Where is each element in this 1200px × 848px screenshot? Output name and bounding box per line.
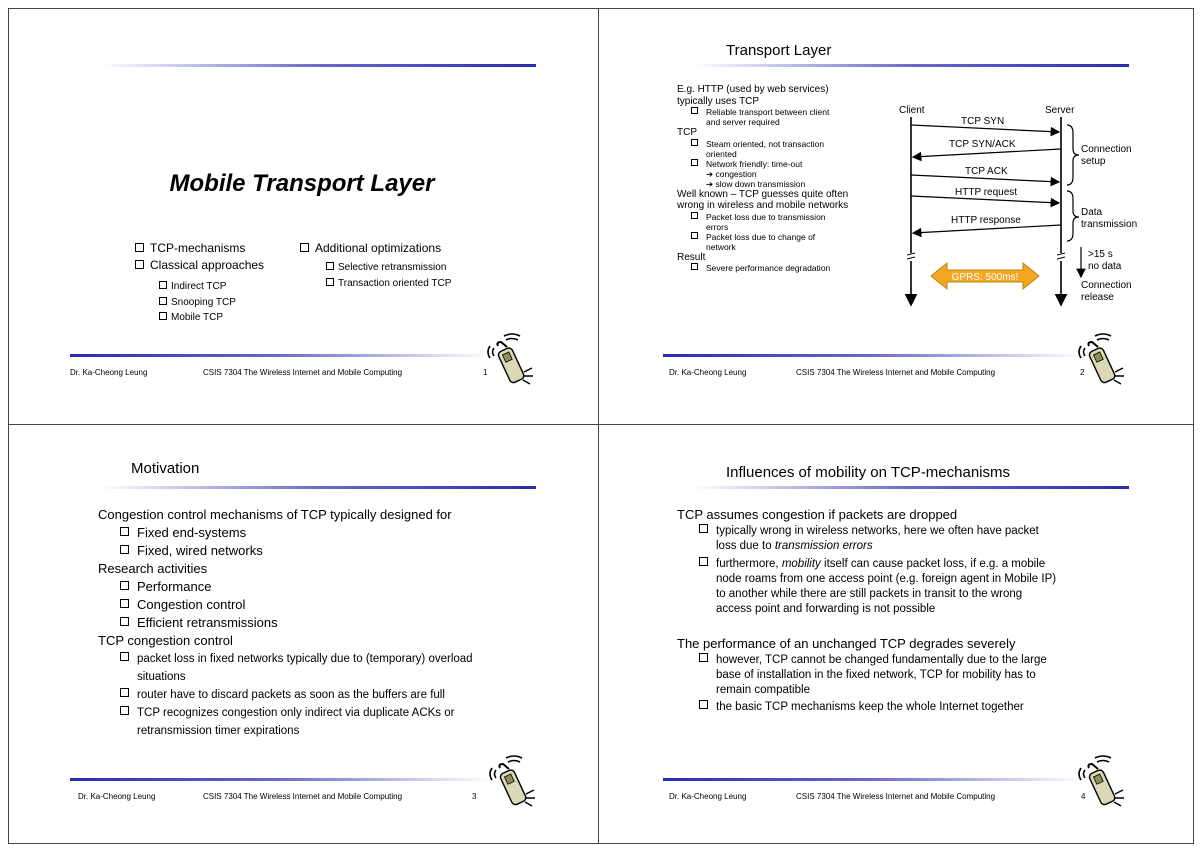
text-line: TCP congestion control: [98, 633, 233, 648]
setup-brace: [1067, 125, 1079, 185]
page-number: 1: [483, 368, 488, 377]
client-label: Client: [899, 105, 925, 116]
list-item: Network friendly: time-out: [677, 159, 917, 169]
vertical-divider: [598, 8, 599, 844]
text-line: loss due to transmission errors: [716, 540, 873, 552]
list-item: Transaction oriented TCP: [326, 276, 451, 292]
slide-3-bottom-rule: [70, 778, 490, 781]
slide-3-top-rule: [100, 486, 536, 489]
mobile-phone-icon: [1075, 332, 1127, 390]
slide-4: [605, 428, 1185, 838]
text-line: The performance of an unchanged TCP degrades severely: [677, 636, 1016, 651]
slide-1-left-list: [135, 240, 264, 274]
text-line: E.g. HTTP (used by web services): [677, 84, 829, 95]
mobile-phone-icon: [1075, 754, 1127, 812]
text-line: ➔ congestion: [706, 168, 757, 179]
slide-1-bottom-rule: [70, 354, 490, 357]
gprs-label: GPRS: 500ms!: [951, 272, 1019, 283]
list-item: typically wrong in wireless networks, here we often have packet: [677, 524, 1167, 539]
no-data-line2: no data: [1088, 261, 1122, 272]
slide-3: [12, 428, 592, 838]
slide-1-title: Mobile Transport Layer: [169, 170, 435, 197]
slide-1-top-rule: [100, 64, 536, 67]
text-line: network: [706, 241, 736, 252]
bullet-box-icon: [135, 260, 144, 269]
connection-setup-line1: Connection: [1081, 144, 1132, 155]
list-item: Performance: [98, 578, 578, 596]
data-transmission-line2: transmission: [1081, 219, 1138, 230]
server-label: Server: [1045, 105, 1075, 116]
list-item: however, TCP cannot be changed fundamentally due to the large: [677, 653, 1167, 668]
tcp-sequence-diagram: [895, 97, 1185, 327]
slide-4-top-rule: [693, 486, 1129, 489]
text-line: Research activities: [98, 561, 208, 576]
text-line: remain compatible: [716, 684, 810, 696]
text-line: TCP assumes congestion if packets are dropped: [677, 507, 958, 522]
list-item: TCP-mechanisms: [135, 240, 264, 257]
footer-author: Dr. Ka-Cheong Leung: [70, 368, 148, 377]
page-number: 3: [472, 792, 477, 801]
list-item: Congestion control: [98, 596, 578, 614]
slide-1-right-sublist: [326, 260, 451, 291]
footer-course: CSIS 7304 The Wireless Internet and Mobile Computing: [796, 792, 996, 801]
data-transmission-line1: Data: [1081, 207, 1103, 218]
text-line: typically uses TCP: [677, 95, 760, 107]
list-item: Severe performance degradation: [677, 263, 917, 273]
list-item: Snooping TCP: [159, 295, 236, 311]
text-line: ➔ slow down transmission: [706, 178, 806, 189]
slide-2: [605, 12, 1185, 422]
text-line: errors: [706, 221, 729, 232]
list-item: Efficient retransmissions: [98, 614, 578, 632]
list-item: the basic TCP mechanisms keep the whole Internet together: [677, 700, 1167, 715]
msg-label-response: HTTP response: [951, 215, 1021, 226]
text-line: base of installation in the fixed network, TCP for mobility has to: [716, 669, 1036, 681]
list-item: Packet loss due to change of: [677, 232, 917, 242]
bullet-box-icon: [135, 243, 144, 252]
connection-release-line2: release: [1081, 292, 1114, 303]
msg-arrow-synack: [913, 149, 1061, 157]
text-line: Congestion control mechanisms of TCP typically designed for: [98, 507, 452, 522]
footer-author: Dr. Ka-Cheong Leung: [669, 792, 747, 801]
list-item: Fixed, wired networks: [98, 542, 578, 560]
list-item: Mobile TCP: [159, 310, 236, 326]
list-item: Packet loss due to transmission: [677, 212, 917, 222]
msg-label-request: HTTP request: [955, 187, 1018, 198]
horizontal-divider: [8, 424, 1194, 425]
slide-3-title: Motivation: [131, 460, 200, 477]
list-item: Fixed end-systems: [98, 524, 578, 542]
mobile-phone-icon: [484, 332, 536, 390]
slide-2-top-rule: [693, 64, 1129, 67]
text-line: and server required: [706, 117, 780, 127]
data-brace: [1067, 191, 1079, 241]
text-line: retransmission timer expirations: [137, 725, 300, 737]
text-line: to another while there are still packets in transit to the wrong: [716, 588, 1023, 600]
slide-1: [12, 12, 592, 422]
slide-1-left-sublist: [159, 279, 236, 326]
slide-4-bottom-rule: [663, 778, 1083, 781]
msg-label-syn: TCP SYN: [961, 116, 1005, 127]
slide-2-text: [677, 84, 917, 273]
footer-course: CSIS 7304 The Wireless Internet and Mobile Computing: [203, 368, 403, 377]
text-line: wrong in wireless and mobile networks: [677, 200, 849, 211]
slide-1-right-list: [300, 240, 441, 257]
footer-course: CSIS 7304 The Wireless Internet and Mobile Computing: [203, 792, 403, 801]
slide-4-body: [677, 506, 1167, 715]
list-item: TCP recognizes congestion only indirect via duplicate ACKs or: [98, 704, 578, 722]
list-item: Reliable transport between client: [677, 107, 917, 117]
footer-author: Dr. Ka-Cheong Leung: [669, 368, 747, 377]
text-line: oriented: [706, 148, 737, 159]
text-line: situations: [137, 671, 186, 683]
list-item: packet loss in fixed networks typically due to (temporary) overload: [98, 650, 578, 668]
list-item: Selective retransmission: [326, 260, 451, 276]
footer-author: Dr. Ka-Cheong Leung: [78, 792, 156, 801]
list-item: router have to discard packets as soon as the buffers are full: [98, 686, 578, 704]
bullet-box-icon: [300, 243, 309, 252]
msg-label-ack: TCP ACK: [965, 166, 1008, 177]
connection-release-line1: Connection: [1081, 280, 1132, 291]
list-item: Additional optimizations: [300, 240, 441, 257]
slide-4-title: Influences of mobility on TCP-mechanisms: [726, 464, 1011, 481]
msg-label-synack: TCP SYN/ACK: [949, 139, 1016, 150]
slide-2-bottom-rule: [663, 354, 1083, 357]
mobile-phone-icon: [486, 754, 538, 812]
text-line: Result: [677, 251, 706, 263]
msg-arrow-response: [913, 225, 1061, 233]
list-item: Classical approaches: [135, 257, 264, 274]
slide-2-title: Transport Layer: [726, 42, 832, 59]
page-number: 2: [1080, 368, 1085, 377]
connection-setup-line2: setup: [1081, 156, 1106, 167]
slide-3-body: [98, 506, 578, 740]
page-number: 4: [1081, 792, 1086, 801]
list-item: Steam oriented, not transaction: [677, 139, 917, 149]
list-item: furthermore, mobility itself can cause packet loss, if e.g. a mobile: [677, 557, 1167, 572]
list-item: Indirect TCP: [159, 279, 236, 295]
footer-course: CSIS 7304 The Wireless Internet and Mobile Computing: [796, 368, 996, 377]
text-line: access point and forwarding is not possible: [716, 603, 936, 615]
no-data-line1: >15 s: [1088, 249, 1113, 260]
text-line: Well known – TCP guesses quite often: [677, 188, 849, 200]
text-line: TCP: [677, 127, 697, 138]
text-line: node roams from one access point (e.g. foreign agent in Mobile IP): [716, 573, 1057, 585]
